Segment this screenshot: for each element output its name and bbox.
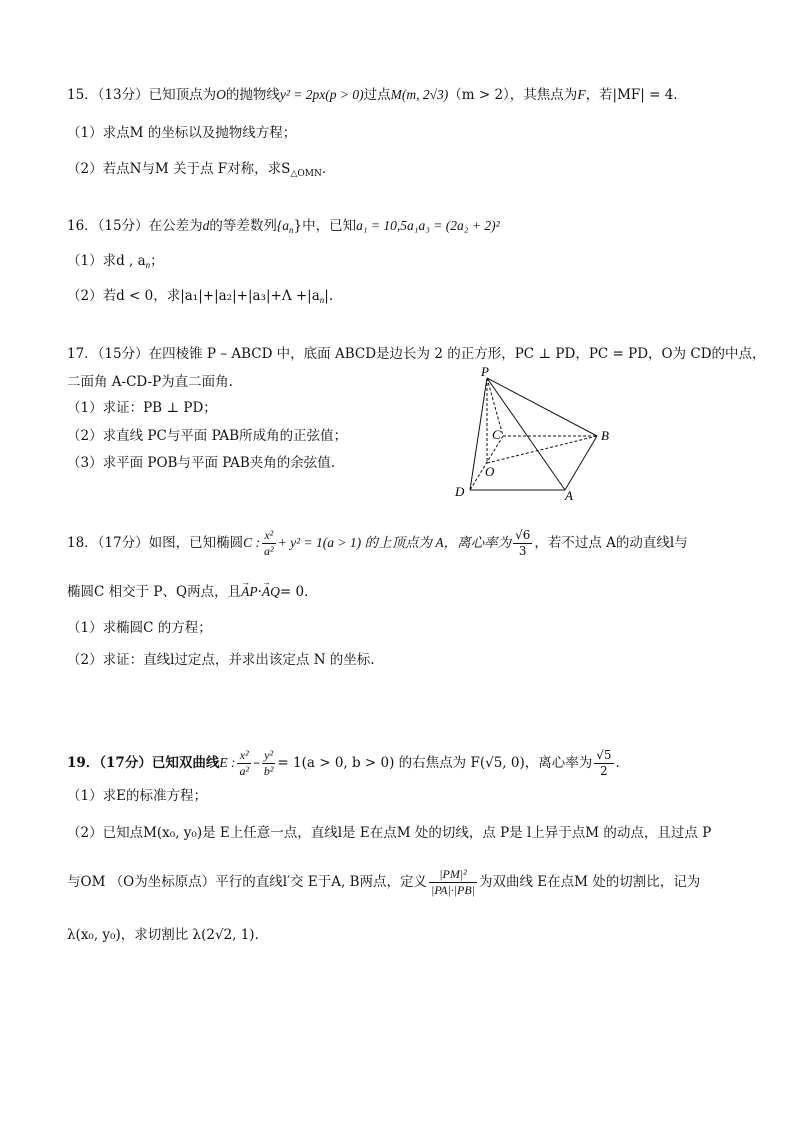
q17-part3: （3）求平面 POB与平面 PAB夹角的余弦值. bbox=[67, 455, 336, 471]
q18-part2: （2）求证：直线l过定点，并求出该定点 N 的坐标. bbox=[67, 652, 375, 668]
q19-part2-line3: λ(x₀, y₀)，求切割比 λ(2√2, 1)． bbox=[67, 927, 269, 943]
ellipse-fraction: $\frac{\text{x²}}{\text{a²}}$ bbox=[263, 528, 274, 558]
label-A: A bbox=[565, 488, 573, 502]
q16-part2: （2）若d < 0，求$|a_1|+|a_2|+|a_3|+\Lambda +|a_n|$. bbox=[67, 288, 334, 305]
label-B: B bbox=[601, 428, 609, 443]
eccentricity-fraction: $\frac{√6}{3}$ bbox=[515, 528, 531, 558]
q17-part1: （1）求证：PB ⊥ PD； bbox=[67, 400, 217, 416]
label-D: D bbox=[455, 484, 465, 499]
q19-part2-line2: 与OM （O为坐标原点）平行的直线l′交 E于A, B两点，定义 $\frac{\text{|PM|²}}{|PA|\cdot|PB|}$ 为双曲线 E在点M 处的切割比，记为 bbox=[67, 867, 701, 897]
q17-part2: （2）求直线 PC与平面 PAB所成角的正弦值； bbox=[67, 428, 348, 444]
vector-AP: → AP bbox=[241, 582, 258, 602]
edge-PB bbox=[487, 378, 597, 436]
q18-statement-line2: 椭圆C 相交于 P、Q两点，且→ AP·→ AQ= 0． bbox=[67, 582, 318, 602]
q17-statement-line1: 17．（15分）在四棱锥 P – ABCD 中，底面 ABCD是边长为 2 的正方形，PC ⊥ PD，PC = PD，O为 CD的中点， bbox=[67, 346, 766, 362]
q16-statement: 16．（15分）在公差为d的等差数列$\{a_n\}$中，已知a₁ = 10,5a₁a₃ = (2a₂ + 2)² bbox=[67, 218, 500, 235]
q19-statement: 19．（17分）已知双曲线E : $\frac{\text{x²}}{\text{a²}}$ – $\frac{\text{y²}}{\text{b²}}$ = 1(a > 0, b > 0) 的右焦点为 F(√5, 0)，离心率为 $\frac{√5}{2}$ ． bbox=[67, 748, 630, 778]
q18-part1: （1）求椭圆C 的方程； bbox=[67, 620, 212, 636]
q15-statement: 15．（13分）已知顶点为O的抛物线y² = 2px(p > 0)过点M(m, 2√3)（m > 2），其焦点为F，若|MF| = 4． bbox=[67, 87, 687, 103]
q17-statement-line2: 二面角 A-CD-P为直二面角. bbox=[67, 374, 233, 390]
vector-AQ: → AQ bbox=[262, 582, 280, 602]
hyperbola-fraction-y: $\frac{\text{y²}}{\text{b²}}$ bbox=[263, 748, 274, 778]
hyperbola-fraction-x: $\frac{\text{x²}}{\text{a²}}$ bbox=[239, 748, 250, 778]
q16-part1: （1）求d , $a_n$； bbox=[67, 253, 164, 270]
edge-AB bbox=[565, 436, 597, 490]
label-P: P bbox=[481, 366, 489, 379]
pyramid-figure bbox=[445, 366, 625, 502]
q15-part1: （1）求点M 的坐标以及抛物线方程； bbox=[67, 125, 297, 141]
q18-statement: 18．（17分）如图，已知椭圆C : $\frac{\text{x²}}{\text{a²}}$ + y² = 1(a > 1) 的上顶点为 A，离心率为 $\frac{√6}{3}$ ，若不过点 A的动直线l与 bbox=[67, 528, 688, 558]
q15-part2: （2）若点N与M 关于点 F对称，求$S_{\triangle OMN}$． bbox=[67, 161, 336, 179]
edge-OB bbox=[487, 436, 597, 463]
q19-part1: （1）求E的标准方程； bbox=[67, 788, 207, 804]
q19-eccentricity-fraction: $\frac{√5}{2}$ bbox=[596, 748, 612, 778]
label-O: O bbox=[485, 464, 495, 479]
tangent-secant-ratio: $\frac{\text{|PM|²}}{|PA|\cdot|PB|}$ bbox=[431, 867, 475, 897]
label-C: C bbox=[492, 427, 501, 442]
q19-part2-line1: （2）已知点M(x₀, y₀)是 E上任意一点，直线l是 E在点M 处的切线，点 P是 l上异于点M 的动点，且过点 P bbox=[67, 825, 712, 841]
